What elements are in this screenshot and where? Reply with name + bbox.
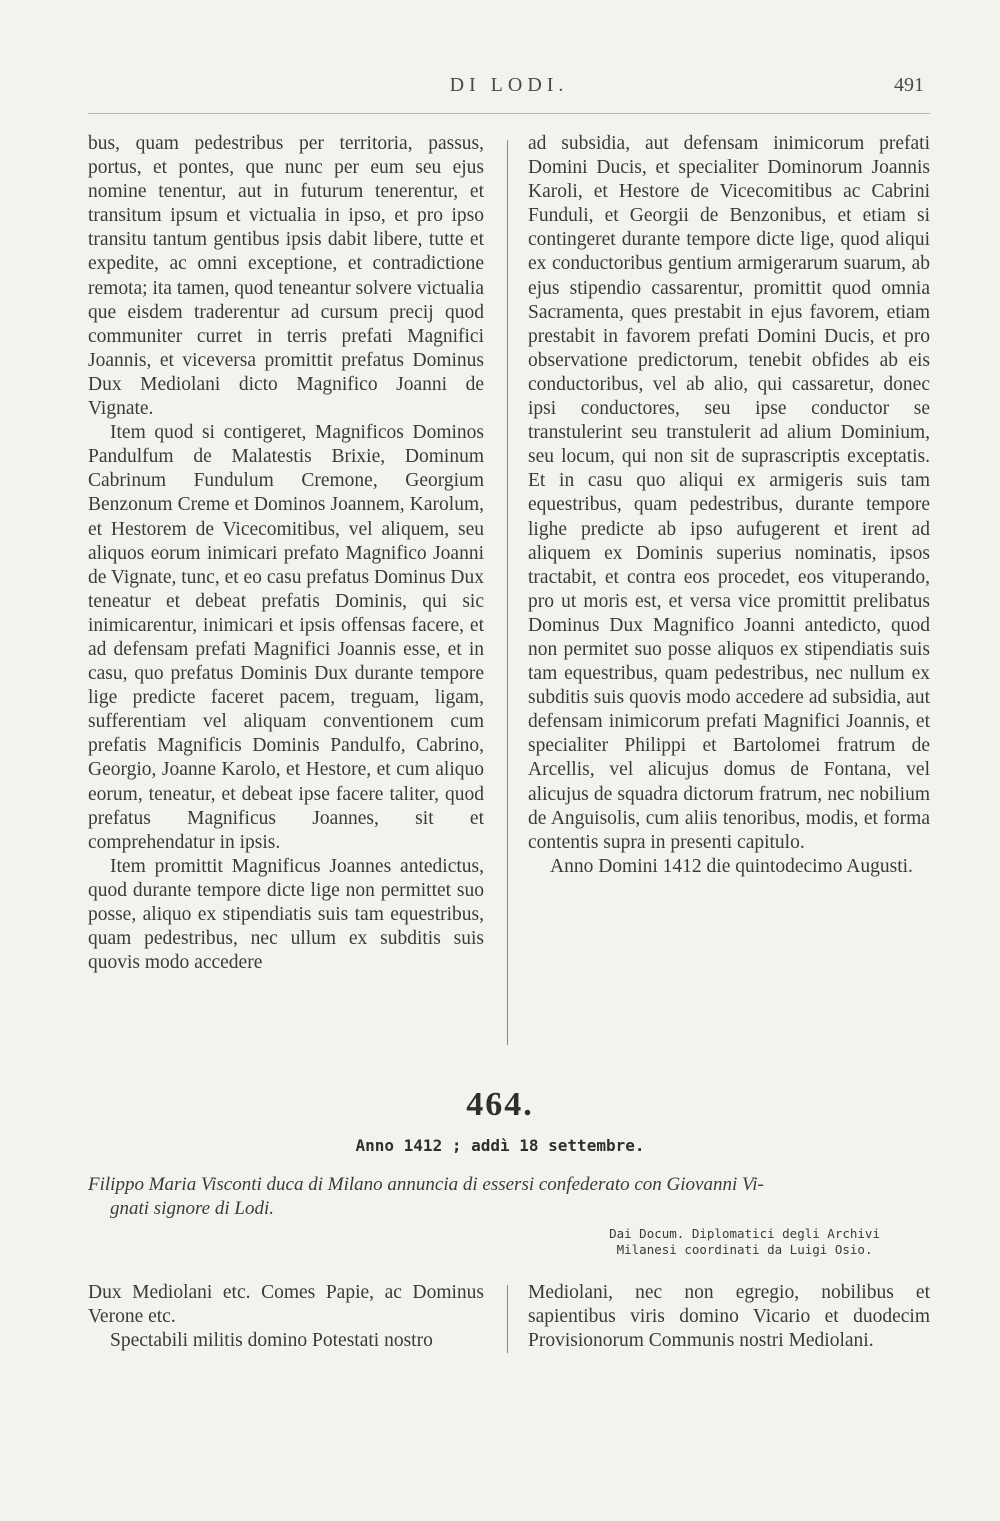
top-left-column [88,132,484,975]
paragraph: Spectabili militis domino Potestati nostro [110,1330,433,1352]
bottom-right-column [528,1281,930,1353]
column-divider [507,1285,508,1353]
summary-line-continued: gnati signore di Lodi. [110,1198,274,1219]
paragraph: Mediolani, nec non egregio, nobilibus et sapientibus viris domino Vicario et duodecim Provisionorum Communis nostri Mediolani. [528,1282,930,1352]
paragraph: Dux Mediolani etc. Comes Papie, ac Dominus Verone etc. [88,1282,484,1328]
running-header [88,74,930,104]
source-line: Milanesi coordinati da Luigi Osio. [616,1242,873,1257]
source-citation [609,1226,880,1258]
paragraph: Anno Domini 1412 die quintodecimo Augusti. [550,855,913,877]
bottom-left-column [88,1281,484,1353]
source-line: Dai Docum. Diplomatici degli Archivi [609,1226,880,1241]
paragraph: Item quod si contigeret, Magnificos Dominos Pandulfum de Malatestis Brixie, Dominum Cabrinum Fundulum Cremone, Georgium Benzonum Creme et Dominos Joannem, Karolum, et Hestorem de Vicecomitibus, vel aliquem, seu aliquos eorum inimicari prefato Magnifico Joanni de Vignate, tunc, et eo casu prefatus Dominus Dux teneatur et debeat prefatis Dominis, qui sic inimicarentur, inimicari et ipsis offensas facere, et ad defensam prefati Magnifici Joannis esse, et in casu, quo prefatus Dominis Dux durante tempore lige predicte faceret pacem, treguam, ligam, sufferentiam vel aliquam conventionem cum prefatis Magnificis Dominis Pandulfo, Cabrino, Georgio, Joanne Karolo, et Hestore, et cum aliquo eorum, teneatur, et debeat ipse facere taliter, quod prefatus Magnificus Joannes, sit et comprehendatur in ipsis. [88,422,484,853]
column-divider [507,140,508,1045]
running-title: DI LODI. [449,74,569,96]
header-rule [88,113,930,114]
paragraph: bus, quam pedestribus per territoria, passus, portus, et pontes, que nunc per eum seu ejus nomine tenentur, aut in futurum tenerentur, et transitum ipsum et victualia in ipso, et pro ipso transitu tantum gentibus ipsis dabit libere, tutte et expedite, ac omni exceptione, et contradictione remota; ita tamen, quod teneantur solvere victualia que eisdem traderentur ad cursum precij quod communiter curret in terris prefati Magnifici Joannis, et viceversa promittit prefatus Dominus Dux Mediolani dicto Magnifico Joanni de Vignate. [88,133,484,420]
top-right-column [528,132,930,879]
document-summary [88,1173,930,1221]
summary-line: Filippo Maria Visconti duca di Milano annuncia di essersi confederato con Giovanni Vi- [88,1174,764,1195]
paragraph: ad subsidia, aut defensam inimicorum prefati Domini Ducis, et specialiter Dominorum Joannis Karoli, et Hestore de Vicecomitibus ac Cabrini Funduli, et Georgii de Benzonibus, et etiam si contingeret durante tempore dicte lige, quod aliqui ex conductoribus gentium armigerarum suarum, ab ejus stipendio cassarentur, promittit quod omnia Sacramenta, ques prestabit in ejus favorem, etiam prestabit in favorem prefati Domini Ducis, et pro observatione predictorum, tenebit obfides ab eis conductoribus, vel ab alio, qui cassaretur, donec ipsi conductores, seu ipse conductor se transtulerint seu transtulerit ad alium Dominium, seu locum, qui non sit de suprascriptis exceptatis. Et in casu quo aliqui ex armigeris suis tam equestribus, quam pedestribus, durante tempore lighe predicte ab ipso aufugerent et irent ad aliquem ex Dominis superius nominatis, ipsos tractabit, et contra eos procedet, eos vituperando, pro ut moris est, et versa vice promittit prelibatus Dominus Dux Magnifico Joanni antedicto, quod non permitet suo posse aliquos ex stipendiatis suis tam equestribus, quam pedestribus, nec nullum ex subditis suis quovis modo accedere ad subsidia, aut defensam inimicorum prefati Magnifici Joannis, et specialiter Philippi et Bartolomei fratrum de Arcellis, vel alicujus domus de Fontana, vel alicujus de squadra dictorum fratrum, nec nobilium de Anguisolis, cum aliis tenoribus, modis, et forma contentis supra in presenti capitulo. [528,133,930,853]
page-number: 491 [894,74,924,96]
paragraph: Item promittit Magnificus Joannes antedictus, quod durante tempore dicte lige non permittet suo posse, aliquo ex stipendiatis suis tam equestribus, quam pedestribus, nec ullum ex subditis suis quovis modo accedere [88,855,484,974]
document-number: 464. [466,1086,534,1123]
document-date: Anno 1412 ; addì 18 settembre. [355,1136,645,1155]
